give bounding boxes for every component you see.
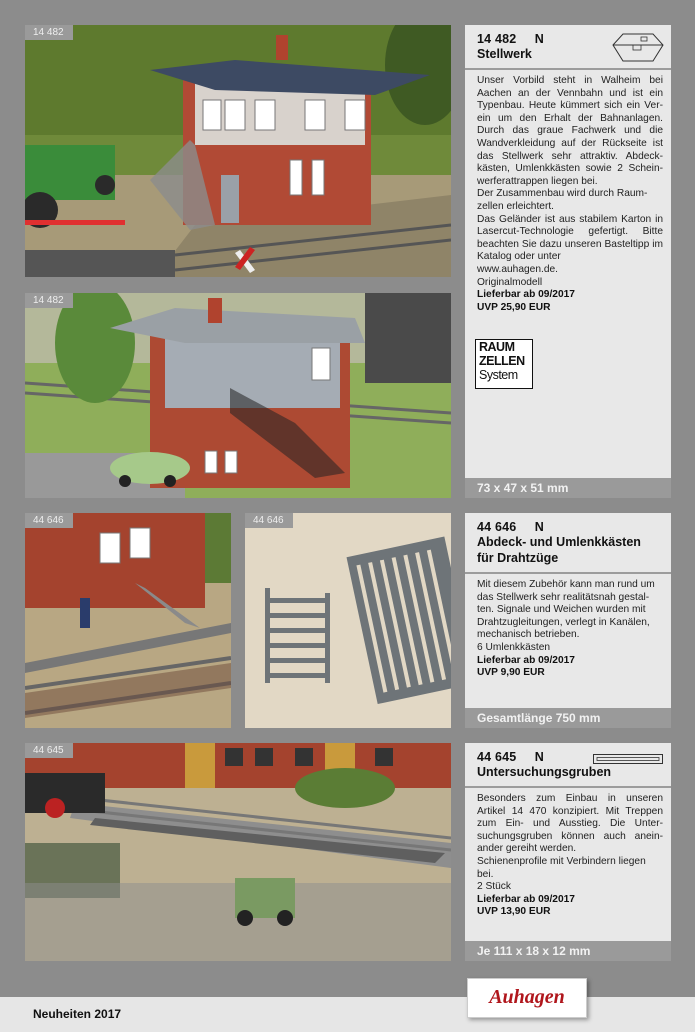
website-link[interactable]: www.auhagen.de. bbox=[477, 263, 558, 275]
article-number: 14 482 N bbox=[477, 32, 545, 46]
dimensions: 73 x 47 x 51 mm bbox=[465, 478, 671, 498]
photo-umlenkkaesten-parts bbox=[245, 513, 451, 728]
product-description bbox=[477, 75, 663, 314]
product-panel-stellwerk bbox=[465, 25, 671, 498]
photo-umlenkkaesten-scene bbox=[25, 513, 231, 728]
description-paragraph: Originalmodell bbox=[477, 276, 543, 288]
logo-text: ZELLEN bbox=[479, 354, 525, 368]
logo-text: System bbox=[479, 368, 518, 382]
description-paragraph: Mit diesem Zubehör kann man rund um das Stellwerk sehr realitätsnah gestal-ten. Signale und Weichen wurden mit Drahtzugleitungen, verlegt in Kanälen, mechanisch betrieben. bbox=[477, 579, 655, 641]
description-paragraph: Besonders zum Einbau in unseren Artikel 14 470 konzipiert. Mit Treppen zum Ein- und Ausstieg. Die Unter-suchungsgruben können auch anein-ander gereiht werden. bbox=[477, 793, 663, 855]
description-paragraph: 6 Umlenkkästen bbox=[477, 641, 551, 653]
photo-tag: 44 646 bbox=[25, 513, 73, 528]
panel-divider bbox=[465, 68, 671, 70]
dimensions: Gesamtlänge 750 mm bbox=[465, 708, 671, 728]
pit-outline-icon bbox=[593, 754, 663, 764]
availability: Lieferbar ab 09/2017 bbox=[477, 289, 575, 301]
article-number: 44 646 N bbox=[477, 520, 545, 534]
photo-untersuchungsgruben-scene bbox=[25, 743, 451, 961]
availability: Lieferbar ab 09/2017 bbox=[477, 654, 575, 666]
photo-tag: 44 645 bbox=[25, 743, 73, 758]
product-description bbox=[477, 579, 663, 680]
auhagen-logo bbox=[467, 978, 587, 1018]
logo-text: Auhagen bbox=[489, 986, 565, 1008]
building-outline-icon bbox=[609, 31, 665, 65]
availability: Lieferbar ab 09/2017 bbox=[477, 893, 575, 905]
photo-stellwerk-scene bbox=[25, 25, 451, 277]
photo-tag: 14 482 bbox=[25, 293, 73, 308]
raumzellen-system-logo bbox=[475, 339, 533, 389]
photo-tag: 14 482 bbox=[25, 25, 73, 40]
product-panel-umlenkkaesten bbox=[465, 513, 671, 728]
description-paragraph: 2 Stück bbox=[477, 881, 511, 893]
description-paragraph: Schienenprofile mit Verbindern liegen bei. bbox=[477, 855, 646, 880]
dimensions: Je 111 x 18 x 12 mm bbox=[465, 941, 671, 961]
panel-divider bbox=[465, 572, 671, 574]
description-paragraph: Unser Vorbild steht in Walheim bei Aachen an der Vennbahn und ist ein Typenbau. Heute kümmert sich ein Ver-ein um den Erhalt der Bahnanlagen. Durch das graue Fachwerk und die Wandverkleidung auf der Rückseite ist das Stellwerk sehr attraktiv. Abdeck-kästen, Umlenkkästen sowie 2 Schein-werferattrappen liegen bei. bbox=[477, 75, 663, 187]
description-paragraph: Das Geländer ist aus stabilem Karton in Lasercut-Technologie gefertigt. Bitte beachten Sie dazu unseren Basteltipp im Katalog oder unter bbox=[477, 213, 663, 263]
product-description bbox=[477, 793, 663, 919]
product-title: Stellwerk bbox=[477, 47, 532, 61]
price: UVP 9,90 EUR bbox=[477, 667, 545, 679]
footer-title: Neuheiten 2017 bbox=[33, 1007, 122, 1021]
panel-divider bbox=[465, 786, 671, 788]
price: UVP 13,90 EUR bbox=[477, 906, 551, 918]
product-panel-untersuchungsgruben bbox=[465, 743, 671, 961]
price: UVP 25,90 EUR bbox=[477, 301, 551, 313]
photo-stellwerk-side bbox=[25, 293, 451, 498]
description-paragraph: Der Zusammenbau wird durch Raum-zellen erleichtert. bbox=[477, 188, 648, 212]
product-title: Abdeck- und Umlenkkästen bbox=[477, 535, 641, 549]
photo-tag: 44 646 bbox=[245, 513, 293, 528]
product-title: Untersuchungsgruben bbox=[477, 765, 612, 779]
article-number: 44 645 N bbox=[477, 750, 545, 764]
logo-text: RAUM bbox=[479, 340, 515, 354]
product-title: für Drahtzüge bbox=[477, 551, 559, 565]
